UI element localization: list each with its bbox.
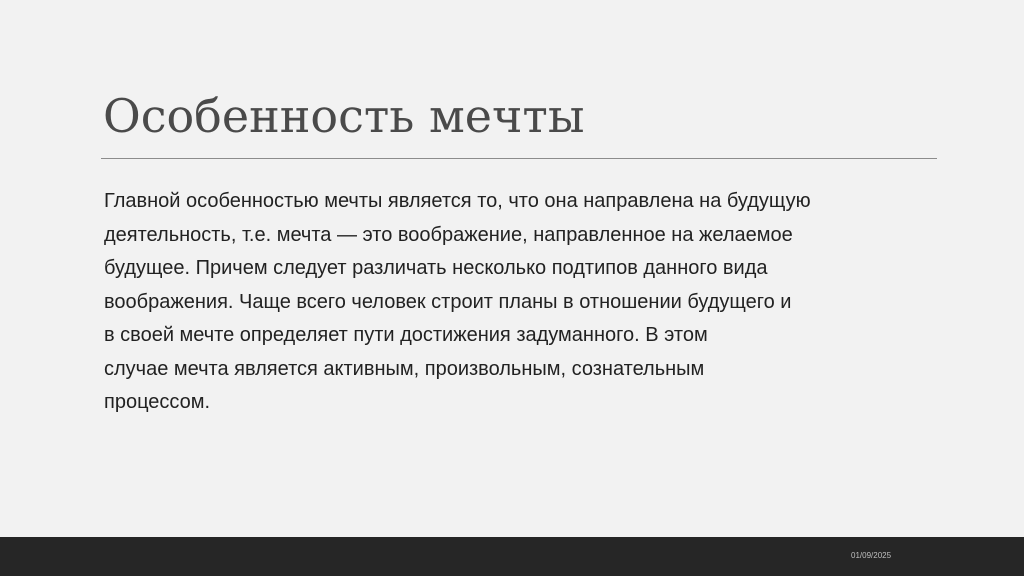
body-text	[104, 185, 944, 420]
body-line: случае мечта является активным, произвольным, сознательным	[104, 357, 705, 380]
body-line: в своей мечте определяет пути достижения задуманного. В этом	[104, 324, 708, 346]
body-line: деятельность, т.е. мечта — это воображение, направленное на желаемое	[104, 223, 793, 246]
title-divider	[101, 158, 937, 159]
slide-title: Особенность мечты	[103, 89, 585, 143]
body-line: Главной особенностью мечты является то, что она направлена на будущую	[104, 190, 811, 212]
body-line: процессом.	[104, 391, 211, 413]
body-line: воображения. Чаще всего человек строит планы в отношении будущего и	[104, 290, 792, 313]
slide-date: 01/09/2025	[851, 551, 892, 560]
body-line: будущее. Причем следует различать несколько подтипов данного вида	[104, 257, 768, 279]
